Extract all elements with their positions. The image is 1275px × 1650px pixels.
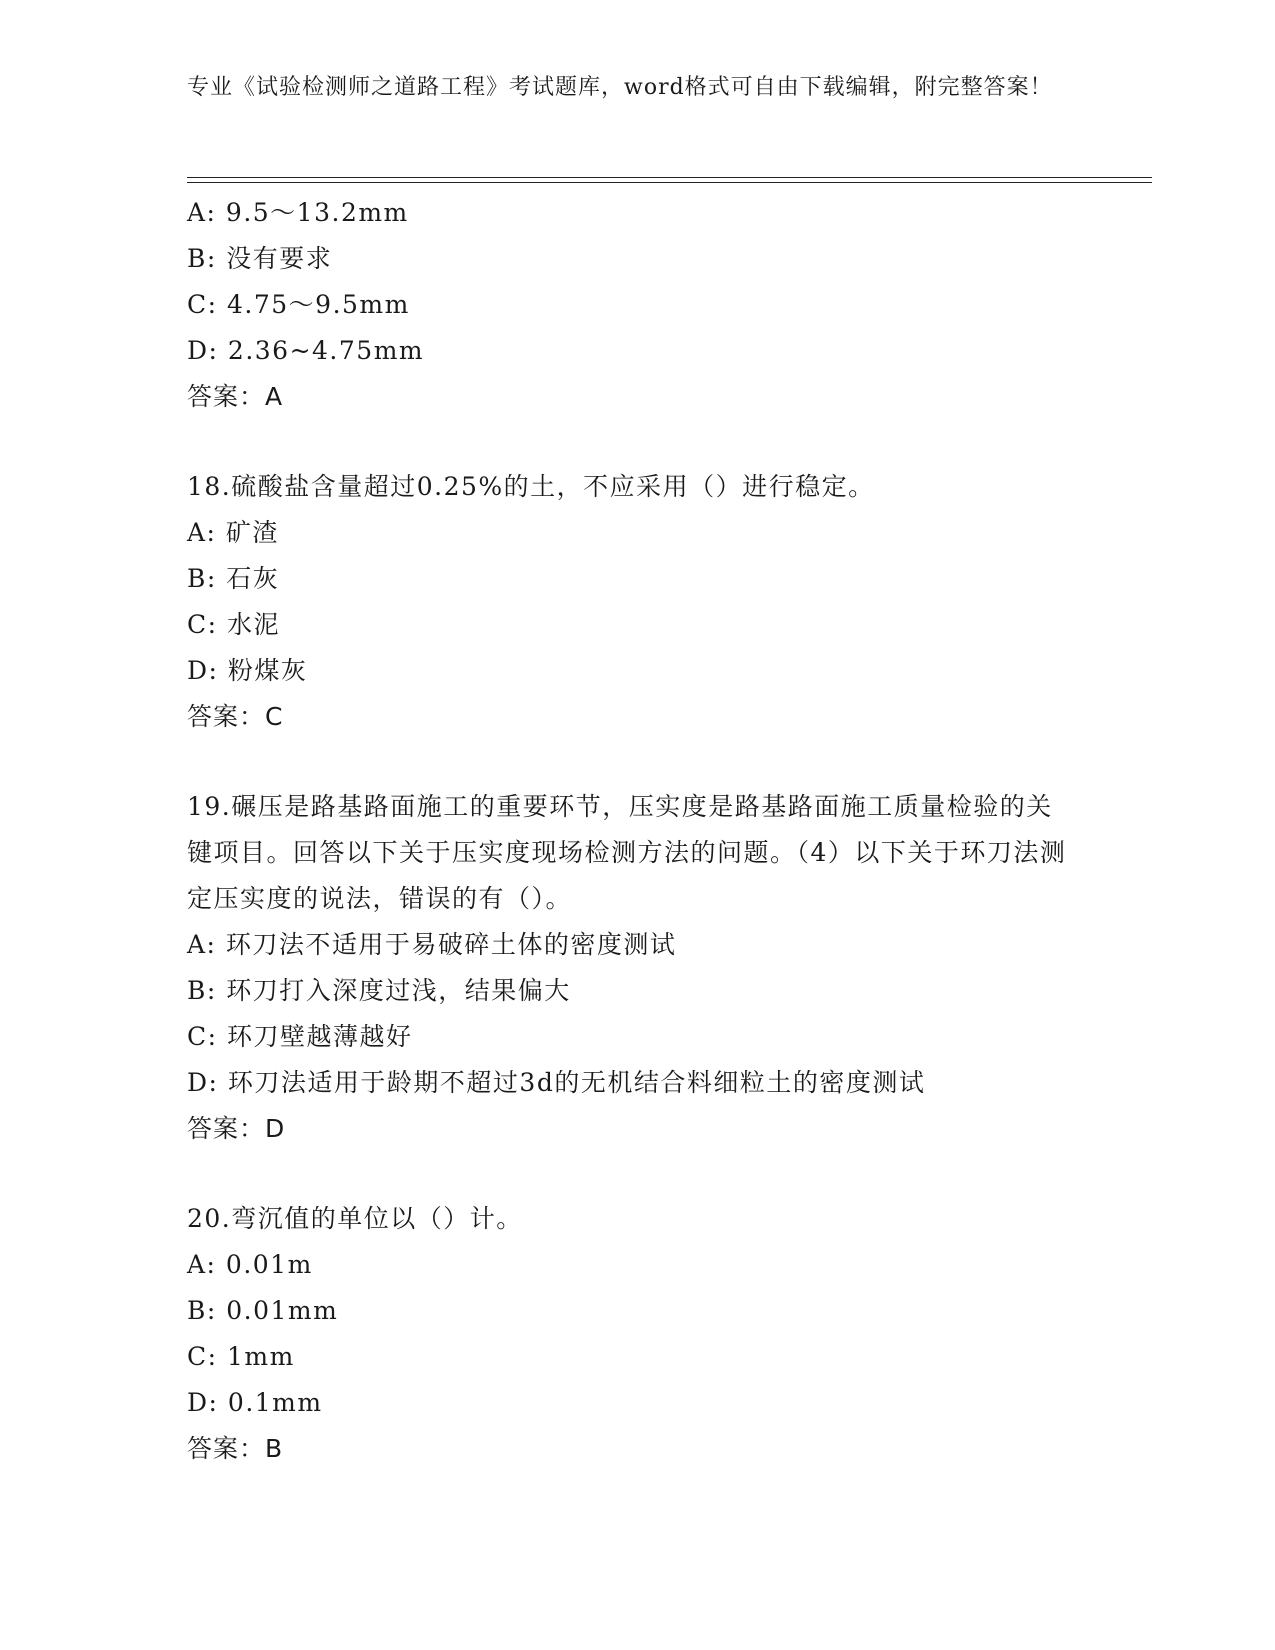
option-b: B: 没有要求 bbox=[187, 244, 333, 273]
question-text: 20.弯沉值的单位以（）计。 bbox=[187, 1204, 523, 1233]
option-b: B: 石灰 bbox=[187, 564, 280, 593]
answer: 答案：B bbox=[187, 1434, 284, 1463]
question-18 bbox=[187, 464, 1087, 740]
spacer bbox=[187, 1152, 1087, 1196]
page-header: 专业《试验检测师之道路工程》考试题库，word格式可自由下载编辑，附完整答案！ bbox=[187, 75, 1053, 100]
option-d: D: 环刀法适用于龄期不超过3d的无机结合料细粒土的密度测试 bbox=[187, 1068, 926, 1097]
option-c: C: 环刀壁越薄越好 bbox=[187, 1022, 413, 1051]
question-text: 18.硫酸盐含量超过0.25%的土，不应采用（）进行稳定。 bbox=[187, 472, 875, 501]
question-20 bbox=[187, 1196, 1087, 1472]
question-17 bbox=[187, 190, 1087, 420]
option-c: C: 水泥 bbox=[187, 610, 280, 639]
spacer bbox=[187, 420, 1087, 464]
header-rule-bottom bbox=[187, 182, 1152, 183]
spacer bbox=[187, 740, 1087, 784]
option-b: B: 环刀打入深度过浅，结果偏大 bbox=[187, 976, 571, 1005]
question-19 bbox=[187, 784, 1087, 1152]
option-a: A: 矿渣 bbox=[187, 518, 279, 547]
question-text: 19.碾压是路基路面施工的重要环节，压实度是路基路面施工质量检验的关键项目。回答以下关于压实度现场检测方法的问题。（4）以下关于环刀法测定压实度的说法，错误的有（）。 bbox=[187, 792, 1067, 913]
option-c: C: 1mm bbox=[187, 1342, 295, 1371]
option-a: A: 0.01m bbox=[187, 1250, 313, 1279]
option-d: D: 2.36~4.75mm bbox=[187, 336, 425, 365]
option-d: D: 0.1mm bbox=[187, 1388, 323, 1417]
option-d: D: 粉煤灰 bbox=[187, 656, 308, 685]
answer: 答案：C bbox=[187, 702, 284, 731]
question-list bbox=[187, 190, 1087, 1472]
option-c: C: 4.75～9.5mm bbox=[187, 290, 410, 319]
answer: 答案：A bbox=[187, 382, 284, 411]
option-a: A: 9.5～13.2mm bbox=[187, 198, 409, 227]
option-a: A: 环刀法不适用于易破碎土体的密度测试 bbox=[187, 930, 677, 959]
option-b: B: 0.01mm bbox=[187, 1296, 339, 1325]
answer: 答案：D bbox=[187, 1114, 286, 1143]
header-rule-top bbox=[187, 177, 1152, 178]
